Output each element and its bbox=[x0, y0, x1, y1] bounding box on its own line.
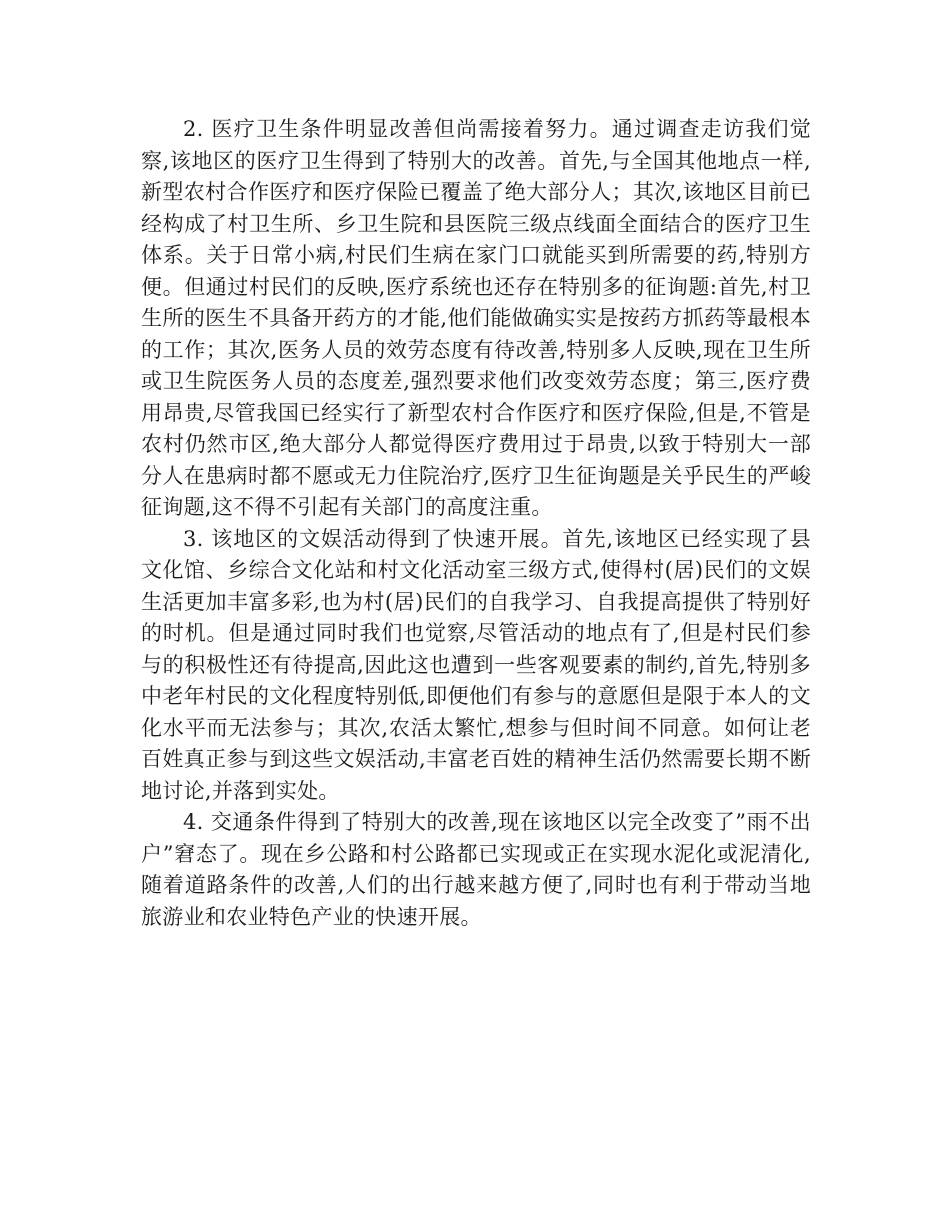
body-text bbox=[141, 114, 811, 933]
paragraph-transport: 4. 交通条件得到了特别大的改善,现在该地区以完全改变了”雨不出户”窘态了。现在乡公路和村公路都已实现或正在实现水泥化或泥清化,随着道路条件的改善,人们的出行越来越方便了,同时也有利于带动当地旅游业和农业特色产业的快速开展。 bbox=[141, 810, 811, 929]
paragraph-medical: 2. 医疗卫生条件明显改善但尚需接着努力。通过调查走访我们觉察,该地区的医疗卫生得到了特别大的改善。首先,与全国其他地点一样,新型农村合作医疗和医疗保险已覆盖了绝大部分人；其次,该地区目前已经构成了村卫生所、乡卫生院和县医院三级点线面全面结合的医疗卫生体系。关于日常小病,村民们生病在家门口就能买到所需要的药,特别方便。但通过村民们的反映,医疗系统也还存在特别多的征询题:首先,村卫生所的医生不具备开药方的才能,他们能做确实实是按药方抓药等最根本的工作；其次,医务人员的效劳态度有待改善,特别多人反映,现在卫生所或卫生院医务人员的态度差,强烈要求他们改变效劳态度；第三,医疗费用昂贵,尽管我国已经实行了新型农村合作医疗和医疗保险,但是,不管是农村仍然市区,绝大部分人都觉得医疗费用过于昂贵,以致于特别大一部分人在患病时都不愿或无力住院治疗,医疗卫生征询题是关乎民生的严峻征询题,这不得不引起有关部门的高度注重。 bbox=[141, 117, 811, 519]
paragraph-culture: 3. 该地区的文娱活动得到了快速开展。首先,该地区已经实现了县文化馆、乡综合文化站和村文化活动室三级方式,使得村(居)民们的文娱生活更加丰富多彩,也为村(居)民们的自我学习、自我提高提供了特别好的时机。但是通过同时我们也觉察,尽管活动的地点有了,但是村民们参与的积极性还有待提高,因此这也遭到一些客观要素的制约,首先,特别多中老年村民的文化程度特别低,即便他们有参与的意愿但是限于本人的文化水平而无法参与；其次,农活太繁忙,想参与但时间不同意。如何让老百姓真正参与到这些文娱活动,丰富老百姓的精神生活仍然需要长期不断地讨论,并落到实处。 bbox=[141, 526, 811, 803]
